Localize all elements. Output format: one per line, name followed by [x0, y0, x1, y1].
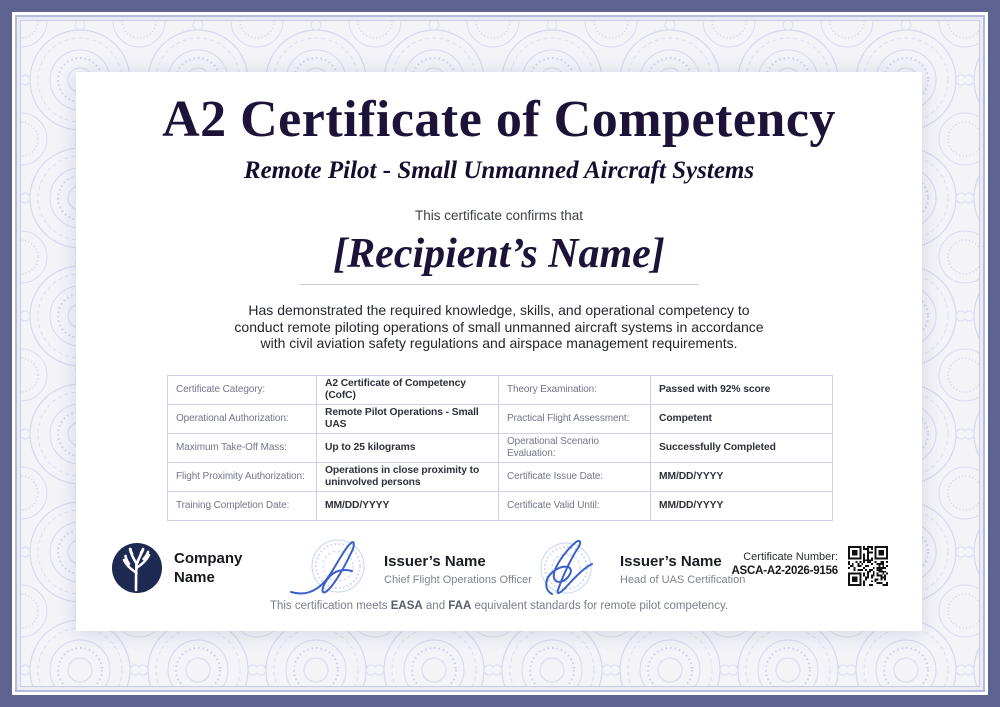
- certificate-sheet: [76, 72, 922, 631]
- detail-value: Operations in close proximity to uninvolved persons: [316, 463, 498, 491]
- signatory-name: Issuer’s Name: [384, 552, 486, 570]
- signature-stamp-icon: [524, 538, 616, 600]
- certificate-subtitle: Remote Pilot - Small Unmanned Aircraft Systems: [243, 157, 755, 184]
- detail-value: A2 Certificate of Competency (CofC): [316, 376, 498, 404]
- detail-value: Up to 25 kilograms: [316, 434, 498, 462]
- signatory-title: Head of UAS Certification: [620, 573, 746, 586]
- recipient-name: [Recipient’s Name]: [333, 231, 665, 277]
- certificate-title: A2 Certificate of Competency: [162, 91, 836, 148]
- note-mid: and: [422, 600, 449, 612]
- detail-label: Theory Examination:: [498, 376, 650, 404]
- detail-value: Remote Pilot Operations - Small UAS: [316, 405, 498, 433]
- tree-logo-icon: [112, 543, 162, 593]
- detail-label: Certificate Issue Date:: [498, 463, 650, 491]
- detail-value: Passed with 92% score: [650, 376, 832, 404]
- note-faa: FAA: [448, 600, 472, 612]
- detail-label: Training Completion Date:: [176, 500, 290, 511]
- detail-value: Competent: [650, 405, 832, 433]
- note-pre: This certification meets: [269, 600, 391, 612]
- signature-block-1: [288, 538, 532, 600]
- detail-label: Operational Authorization:: [176, 413, 289, 424]
- table-row: [168, 463, 832, 492]
- company-name: Company Name: [174, 550, 243, 586]
- detail-label: Practical Flight Assessment:: [498, 405, 650, 433]
- detail-value: MM/DD/YYYY: [316, 492, 498, 520]
- note-easa: EASA: [390, 600, 423, 612]
- table-row: [168, 405, 832, 434]
- table-row: [168, 434, 832, 463]
- certificate-number-label: Certificate Number:: [743, 551, 838, 563]
- signatory-name: Issuer’s Name: [620, 552, 722, 570]
- detail-label: Operational Scenario Evaluation:: [498, 434, 650, 462]
- qr-code: [848, 546, 888, 586]
- detail-label: Maximum Take-Off Mass:: [176, 442, 287, 453]
- signatory-title: Chief Flight Operations Officer: [384, 573, 532, 586]
- detail-label: Certificate Valid Until:: [498, 492, 650, 520]
- detail-label: Certificate Category:: [176, 384, 266, 395]
- detail-value: MM/DD/YYYY: [650, 463, 832, 491]
- certificate-number-value: ASCA-A2-2026-9156: [731, 565, 838, 577]
- competency-statement: Has demonstrated the required knowledge, skills, and operational competency to conduct remote piloting operations of small unmanned aircraft systems in accordance with civil aviation safety regulations and airspace management requirements.: [234, 302, 764, 351]
- standards-note: [76, 600, 922, 612]
- certificate-number-block: [668, 551, 838, 577]
- company-brand: [112, 543, 256, 593]
- table-row: [168, 492, 832, 520]
- table-row: [168, 376, 832, 405]
- recipient-underline: [299, 284, 699, 285]
- detail-label: Flight Proximity Authorization:: [176, 471, 305, 482]
- note-post: equivalent standards for remote pilot competency.: [471, 600, 729, 612]
- details-table: [167, 375, 833, 521]
- confirm-line: This certificate confirms that: [414, 208, 584, 223]
- signature-stamp-icon: [288, 538, 380, 600]
- detail-value: Successfully Completed: [650, 434, 832, 462]
- detail-value: MM/DD/YYYY: [650, 492, 832, 520]
